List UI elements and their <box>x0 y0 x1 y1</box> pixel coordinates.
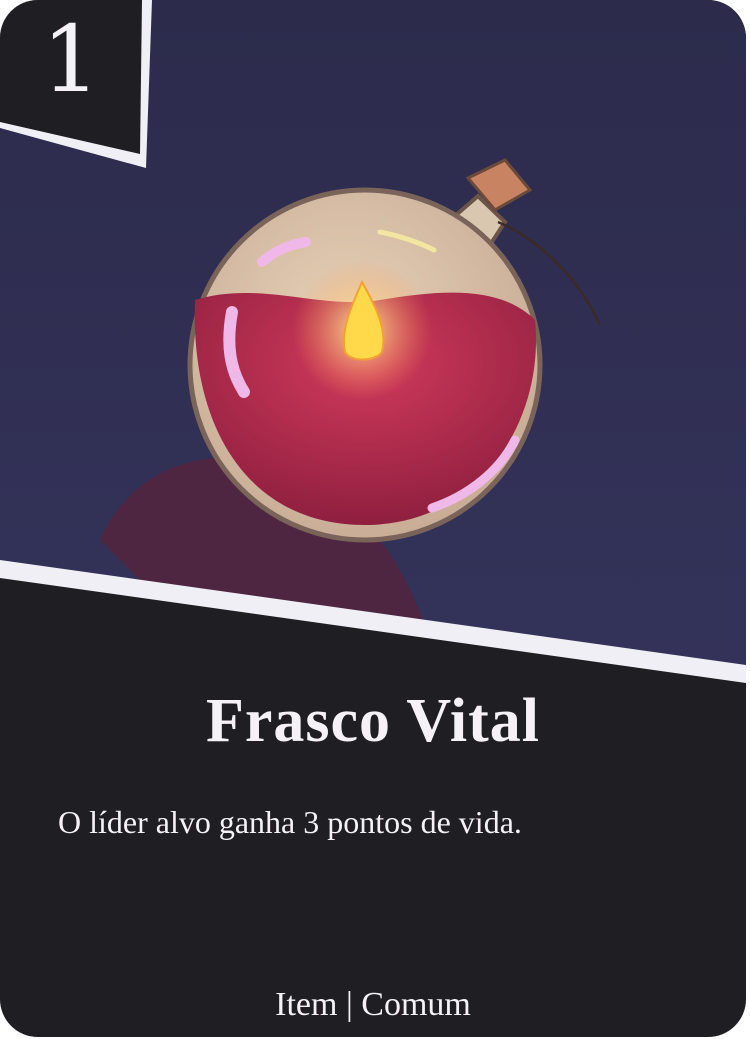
card-rarity: Comum <box>361 986 471 1023</box>
type-separator: | <box>345 986 353 1023</box>
card-description: O líder alvo ganha 3 pontos de vida. <box>58 804 522 840</box>
card-title: Frasco Vital <box>206 687 540 755</box>
cost-badge <box>0 0 160 175</box>
cost-value: 1 <box>41 6 101 113</box>
card-type-line <box>0 986 746 1024</box>
card-type: Item <box>275 986 338 1023</box>
